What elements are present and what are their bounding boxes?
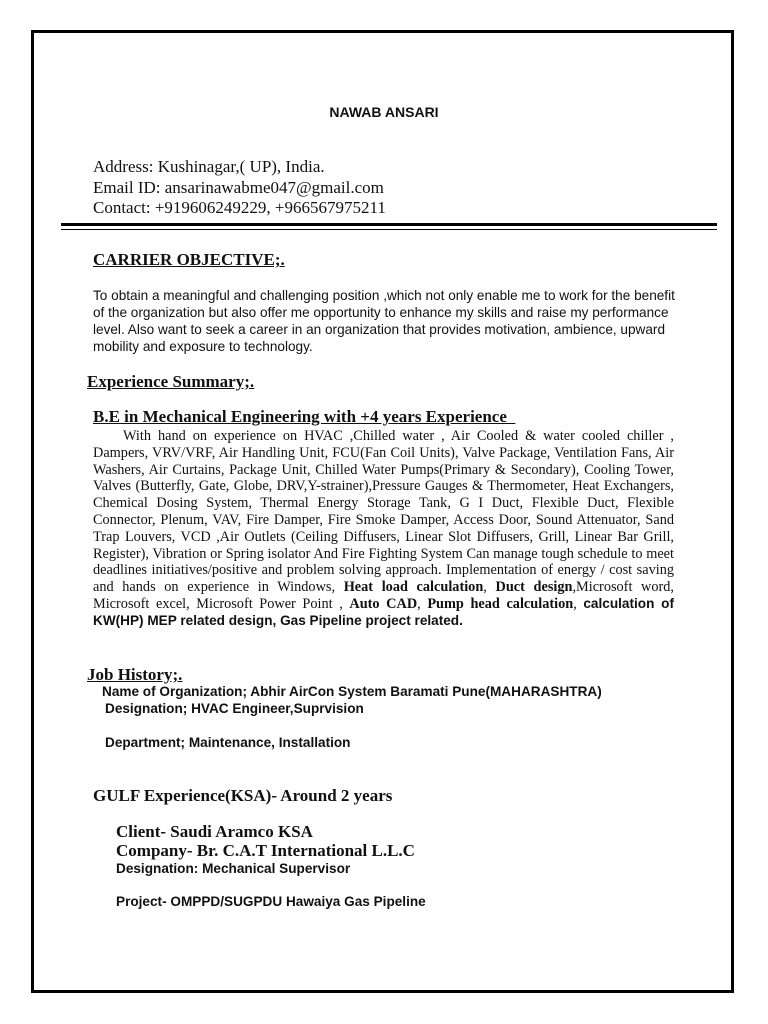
skill-duct-design: Duct design	[495, 579, 573, 596]
gulf-experience-heading: GULF Experience(KSA)- Around 2 years	[93, 786, 393, 805]
project-line: Project- OMPPD/SUGPDU Hawaiya Gas Pipeline	[116, 894, 426, 909]
separator: ,	[483, 579, 496, 596]
gulf-designation-line: Designation: Mechanical Supervisor	[116, 861, 351, 876]
company-line: Company- Br. C.A.T International L.L.C	[116, 841, 415, 860]
job-history-heading: Job History;.	[87, 665, 183, 684]
contact-block	[93, 157, 386, 219]
objective-heading: CARRIER OBJECTIVE;.	[93, 250, 285, 269]
contact-line: Contact: +919606249229, +966567975211	[93, 198, 386, 217]
experience-paragraph	[93, 428, 674, 630]
client-line: Client- Saudi Aramco KSA	[116, 822, 313, 841]
designation-line: Designation; HVAC Engineer,Suprvision	[105, 701, 364, 716]
objective-text: To obtain a meaningful and challenging position ,which not only enable me to work for the benefit of the organization but also offer me opportunity to enhance my skills and raise my performance level. Also want to seek a career in an organization that provides motivation, ambience, upward mobility and exposure to technology.	[93, 288, 675, 354]
skill-heat-load: Heat load calculation	[343, 579, 484, 596]
department-line: Department; Maintenance, Installation	[105, 735, 351, 750]
organization-line: Name of Organization; Abhir AirCon System Baramati Pune(MAHARASHTRA)	[102, 684, 602, 699]
experience-summary-heading: Experience Summary;.	[87, 372, 255, 391]
skill-autocad: Auto CAD	[349, 595, 418, 612]
skill-kw-mep: calculation of KW(HP) MEP related design, Gas Pipeline project related.	[93, 595, 674, 628]
address-line: Address: Kushinagar,( UP), India.	[93, 157, 325, 176]
candidate-name: NAWAB ANSARI	[329, 104, 439, 120]
separator: ,	[417, 595, 428, 612]
experience-text-mid: ,Microsoft word, Microsoft excel, Microsoft Power Point ,	[93, 579, 675, 612]
header-divider-thick	[61, 223, 717, 226]
header-divider-thin	[61, 229, 717, 230]
experience-text-intro: With hand on experience on HVAC ,Chilled water , Air Cooled & water cooled chiller , Dampers, VRV/VRF, Air Handling Unit, FCU(Fan Coil Units), Valve Package, Ventilation Fans, Air Washers, Air Curtains, Package Unit, Chilled Water Pumps(Primary & Secondary), Cooling Tower, Valves (Butterfly, Gate, Globe, DRV,Y-strainer),Pressure Gauges & Thermometer, Heat Exchangers, Chemical Dosing System, Thermal Energy Storage Tank, G I Duct, Flexible Duct, Flexible Connector, Plenum, VAV, Fire Damper, Fire Smoke Damper, Access Door, Sound Attenuator, Sand Trap Louvers, VCD ,Air Outlets (Ceiling Diffusers, Linear Slot Diffusers, Grill, Linear Bar Grill, Register), Vibration or Spring isolator And Fire Fighting System Can manage tough schedule to meet deadlines initiatives/positive and problem solving approach. Implementation of energy / cost saving and hands on experience in Windows,	[93, 428, 674, 596]
degree-heading: B.E in Mechanical Engineering with +4 years Experience	[93, 407, 516, 426]
email-line: Email ID: ansarinawabme047@gmail.com	[93, 177, 384, 197]
separator: ,	[573, 595, 584, 612]
skill-pump-head: Pump head calculation	[427, 595, 574, 612]
